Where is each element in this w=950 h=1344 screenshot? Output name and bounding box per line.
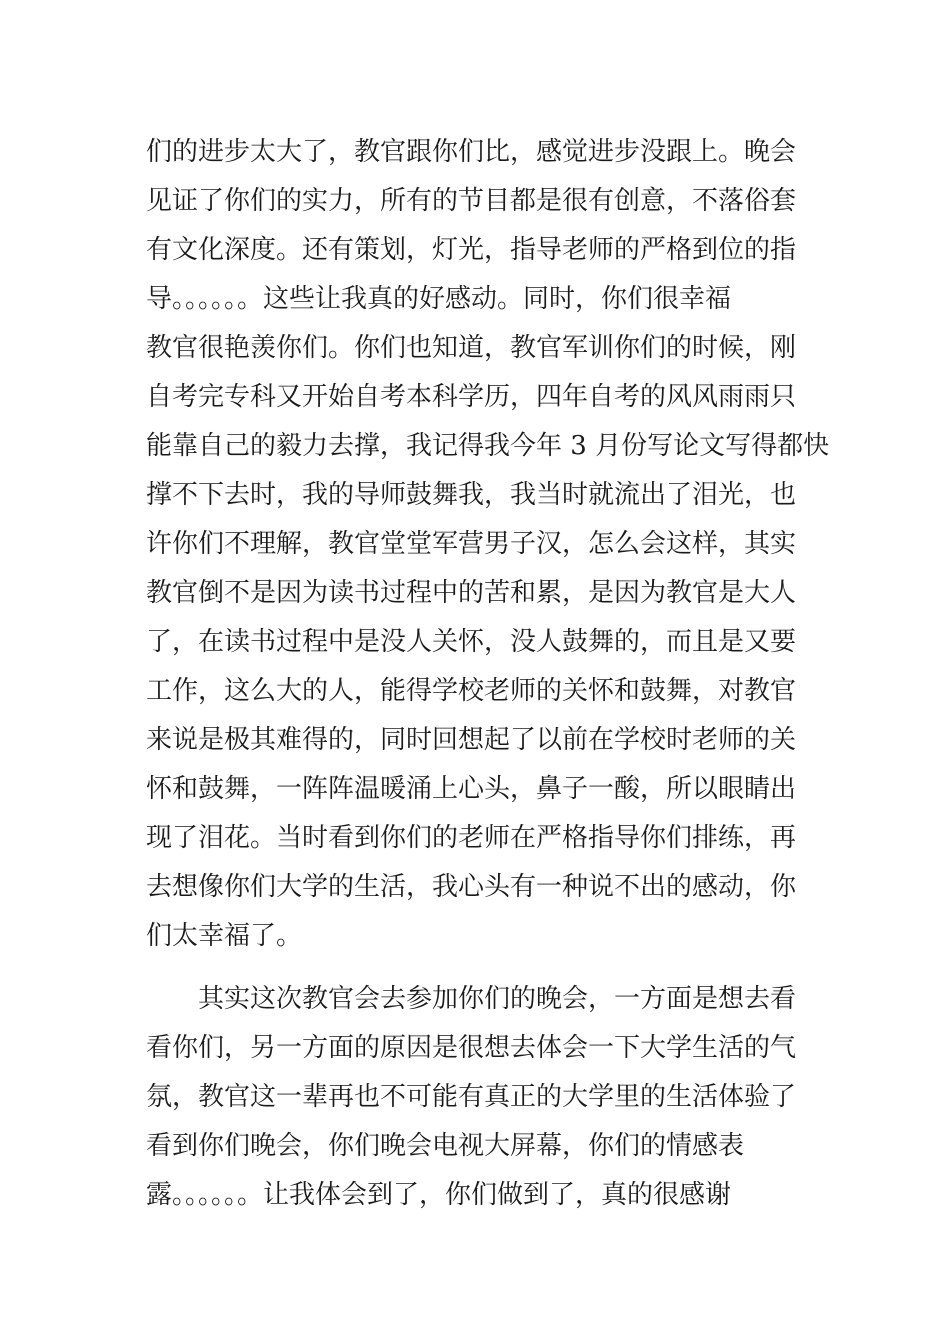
text-line: 导。。。。。。这些让我真的好感动。同时，你们很幸福	[146, 284, 732, 314]
paragraph-gap	[146, 961, 816, 975]
text-line: 自考完专科又开始自考本科学历，四年自考的风风雨雨只	[146, 382, 797, 412]
paragraph-1	[146, 128, 830, 961]
text-line: 撑不下去时，我的导师鼓舞我，我当时就流出了泪光，也	[146, 480, 797, 510]
text-line: 教官很艳羡你们。你们也知道，教官军训你们的时候，刚	[146, 333, 797, 363]
text-line: 教官倒不是因为读书过程中的苦和累，是因为教官是大人	[146, 578, 797, 608]
text-line: 现了泪花。当时看到你们的老师在严格指导你们排练，再	[146, 823, 797, 853]
text-line: 能靠自己的毅力去撑，我记得我今年 3 月份写论文写得都快	[146, 431, 830, 461]
text-line: 们太幸福了。	[146, 921, 303, 951]
text-line: 们的进步太大了，教官跟你们比，感觉进步没跟上。晚会	[146, 137, 797, 167]
text-line: 许你们不理解，教官堂堂军营男子汉，怎么会这样，其实	[146, 529, 797, 559]
text-line: 见证了你们的实力，所有的节目都是很有创意，不落俗套	[146, 186, 797, 216]
text-line: 露。。。。。。让我体会到了，你们做到了，真的很感谢	[146, 1180, 732, 1210]
text-line: 看你们，另一方面的原因是很想去体会一下大学生活的气	[146, 1033, 797, 1063]
text-line: 看到你们晚会，你们晚会电视大屏幕，你们的情感表	[146, 1131, 745, 1161]
text-line: 氛，教官这一辈再也不可能有真正的大学里的生活体验了	[146, 1082, 797, 1112]
text-line: 了，在读书过程中是没人关怀，没人鼓舞的，而且是又要	[146, 627, 797, 657]
paragraph-2	[146, 975, 816, 1220]
text-line: 来说是极其难得的，同时回想起了以前在学校时老师的关	[146, 725, 797, 755]
text-line: 其实这次教官会去参加你们的晚会，一方面是想去看	[198, 984, 797, 1014]
text-line: 怀和鼓舞，一阵阵温暖涌上心头，鼻子一酸，所以眼睛出	[146, 774, 797, 804]
text-line: 工作，这么大的人，能得学校老师的关怀和鼓舞，对教官	[146, 676, 797, 706]
document-body	[146, 128, 830, 1220]
text-line: 去想像你们大学的生活，我心头有一种说不出的感动，你	[146, 872, 797, 902]
text-line: 有文化深度。还有策划，灯光，指导老师的严格到位的指	[146, 235, 797, 265]
